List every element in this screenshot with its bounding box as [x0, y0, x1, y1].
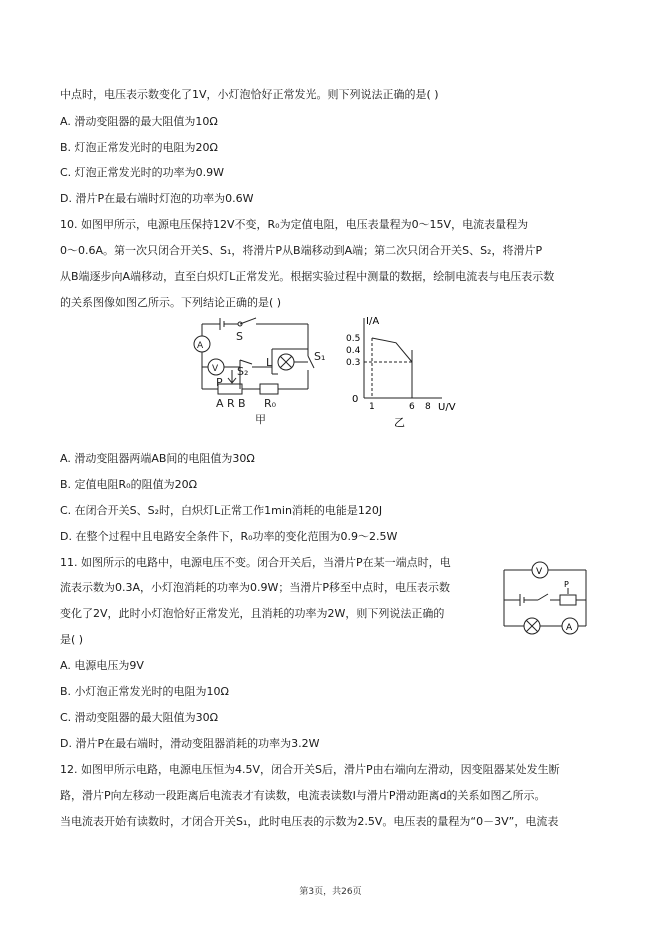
q11-stem-3: 变化了2V，此时小灯泡恰好正常发光，且消耗的功率为2W，则下列说法正确的 — [60, 607, 445, 620]
x-tick-label: 1 — [369, 402, 375, 412]
q10-stem-4: 的关系图像如图乙所示。下列结论正确的是( ) — [60, 296, 282, 309]
y-tick-label: 0.5 — [346, 334, 361, 344]
option-a-q9: A. 滑动变阻器的最大阻值为10Ω — [60, 115, 218, 128]
option-a-q11: A. 电源电压为9V — [60, 659, 144, 672]
option-b-q10: B. 定值电阻R₀的阻值为20Ω — [60, 478, 197, 491]
option-d-q10: D. 在整个过程中且电路安全条件下，R₀功率的变化范围为0.9～2.5W — [60, 530, 398, 543]
series-line-1 — [372, 338, 412, 362]
q11-stem-1: 11. 如图所示的电路中，电源电压不变。闭合开关后，当滑片P在某一端点时，电 — [60, 556, 451, 569]
switch-s2-blade — [240, 360, 252, 364]
q12-stem-2: 路，滑片P向左移动一段距离后电流表才有读数，电流表读数I与滑片P滑动距离d的关系如图乙所示。 — [60, 789, 546, 802]
label-s: S — [236, 330, 243, 343]
switch-s-blade — [240, 318, 256, 324]
option-b-q9: B. 灯泡正常发光时的电阻为20Ω — [60, 141, 218, 154]
voltmeter-label: V — [212, 364, 219, 374]
option-c-q9: C. 灯泡正常发光时的功率为0.9W — [60, 166, 225, 179]
option-d-q9: D. 滑片P在最右端时灯泡的功率为0.6W — [60, 192, 254, 205]
chart-yi — [346, 316, 456, 429]
rheostat-q11 — [560, 595, 576, 605]
x-axis-label: U/V — [438, 402, 456, 413]
label-r0: R₀ — [264, 397, 277, 410]
q12-stem-3: 当电流表开始有读数时，才闭合开关S₁，此时电压表的示数为2.5V。电压表的量程为“0－3V”，电流表 — [60, 815, 559, 828]
label-s2: S₂ — [237, 365, 249, 378]
label-p: P — [216, 376, 223, 389]
label-s1: S₁ — [314, 350, 326, 363]
option-d-q11: D. 滑片P在最右端时，滑动变阻器消耗的功率为3.2W — [60, 737, 320, 750]
option-c-q10: C. 在闭合开关S、S₂时，白炽灯L正常工作1min消耗的电能是120J — [60, 504, 383, 517]
origin-label: 0 — [352, 394, 359, 405]
voltmeter-q11-label: V — [536, 567, 543, 577]
y-axis-label: I/A — [366, 316, 380, 327]
option-a-q10: A. 滑动变阻器两端AB间的电阻值为30Ω — [60, 452, 255, 465]
q10-stem-1: 10. 如图甲所示，电源电压保持12V不变，R₀为定值电阻，电压表量程为0～15V，电流表量程为 — [60, 218, 529, 231]
slider-q11-label: P — [564, 580, 569, 589]
q11-stem-4: 是( ) — [60, 633, 84, 646]
caption-jia: 甲 — [255, 413, 266, 426]
circuit-diagram-jia — [194, 318, 314, 394]
caption-yi: 乙 — [394, 416, 405, 429]
ammeter-q11-label: A — [566, 623, 573, 633]
label-r: R — [227, 397, 235, 410]
text-line-1: 中点时，电压表示数变化了1V，小灯泡恰好正常发光。则下列说法正确的是( ) — [60, 88, 439, 101]
switch-q11 — [538, 594, 548, 600]
figure-q10 — [180, 312, 460, 432]
page-footer: 第3页，共26页 — [299, 887, 362, 897]
y-tick-label: 0.3 — [346, 358, 361, 368]
y-tick-label: 0.4 — [346, 346, 361, 356]
label-b: B — [238, 397, 246, 410]
x-tick-label: 8 — [425, 402, 431, 412]
q10-stem-3: 从B端逐步向A端移动，直至白炽灯L正常发光。根据实验过程中测量的数据，绘制电流表与电压表示数 — [60, 270, 555, 283]
ammeter-label: A — [197, 341, 204, 351]
resistor-r0 — [260, 384, 278, 394]
label-a: A — [216, 397, 224, 410]
figure-q11 — [494, 556, 598, 642]
option-b-q11: B. 小灯泡正常发光时的电阻为10Ω — [60, 685, 229, 698]
q11-stem-2: 流表示数为0.3A，小灯泡消耗的功率为0.9W；当滑片P移至中点时，电压表示数 — [60, 581, 451, 594]
q12-stem-1: 12. 如图甲所示电路，电源电压恒为4.5V，闭合开关S后，滑片P由右端向左滑动，因变阻器某处发生断 — [60, 763, 560, 776]
x-tick-label: 6 — [409, 402, 415, 412]
label-l: L — [266, 356, 273, 369]
option-c-q11: C. 滑动变阻器的最大阻值为30Ω — [60, 711, 219, 724]
q10-stem-2: 0～0.6A。第一次只闭合开关S、S₁，将滑片P从B端移动到A端；第二次只闭合开关S、S₂，将滑片P — [60, 244, 543, 257]
